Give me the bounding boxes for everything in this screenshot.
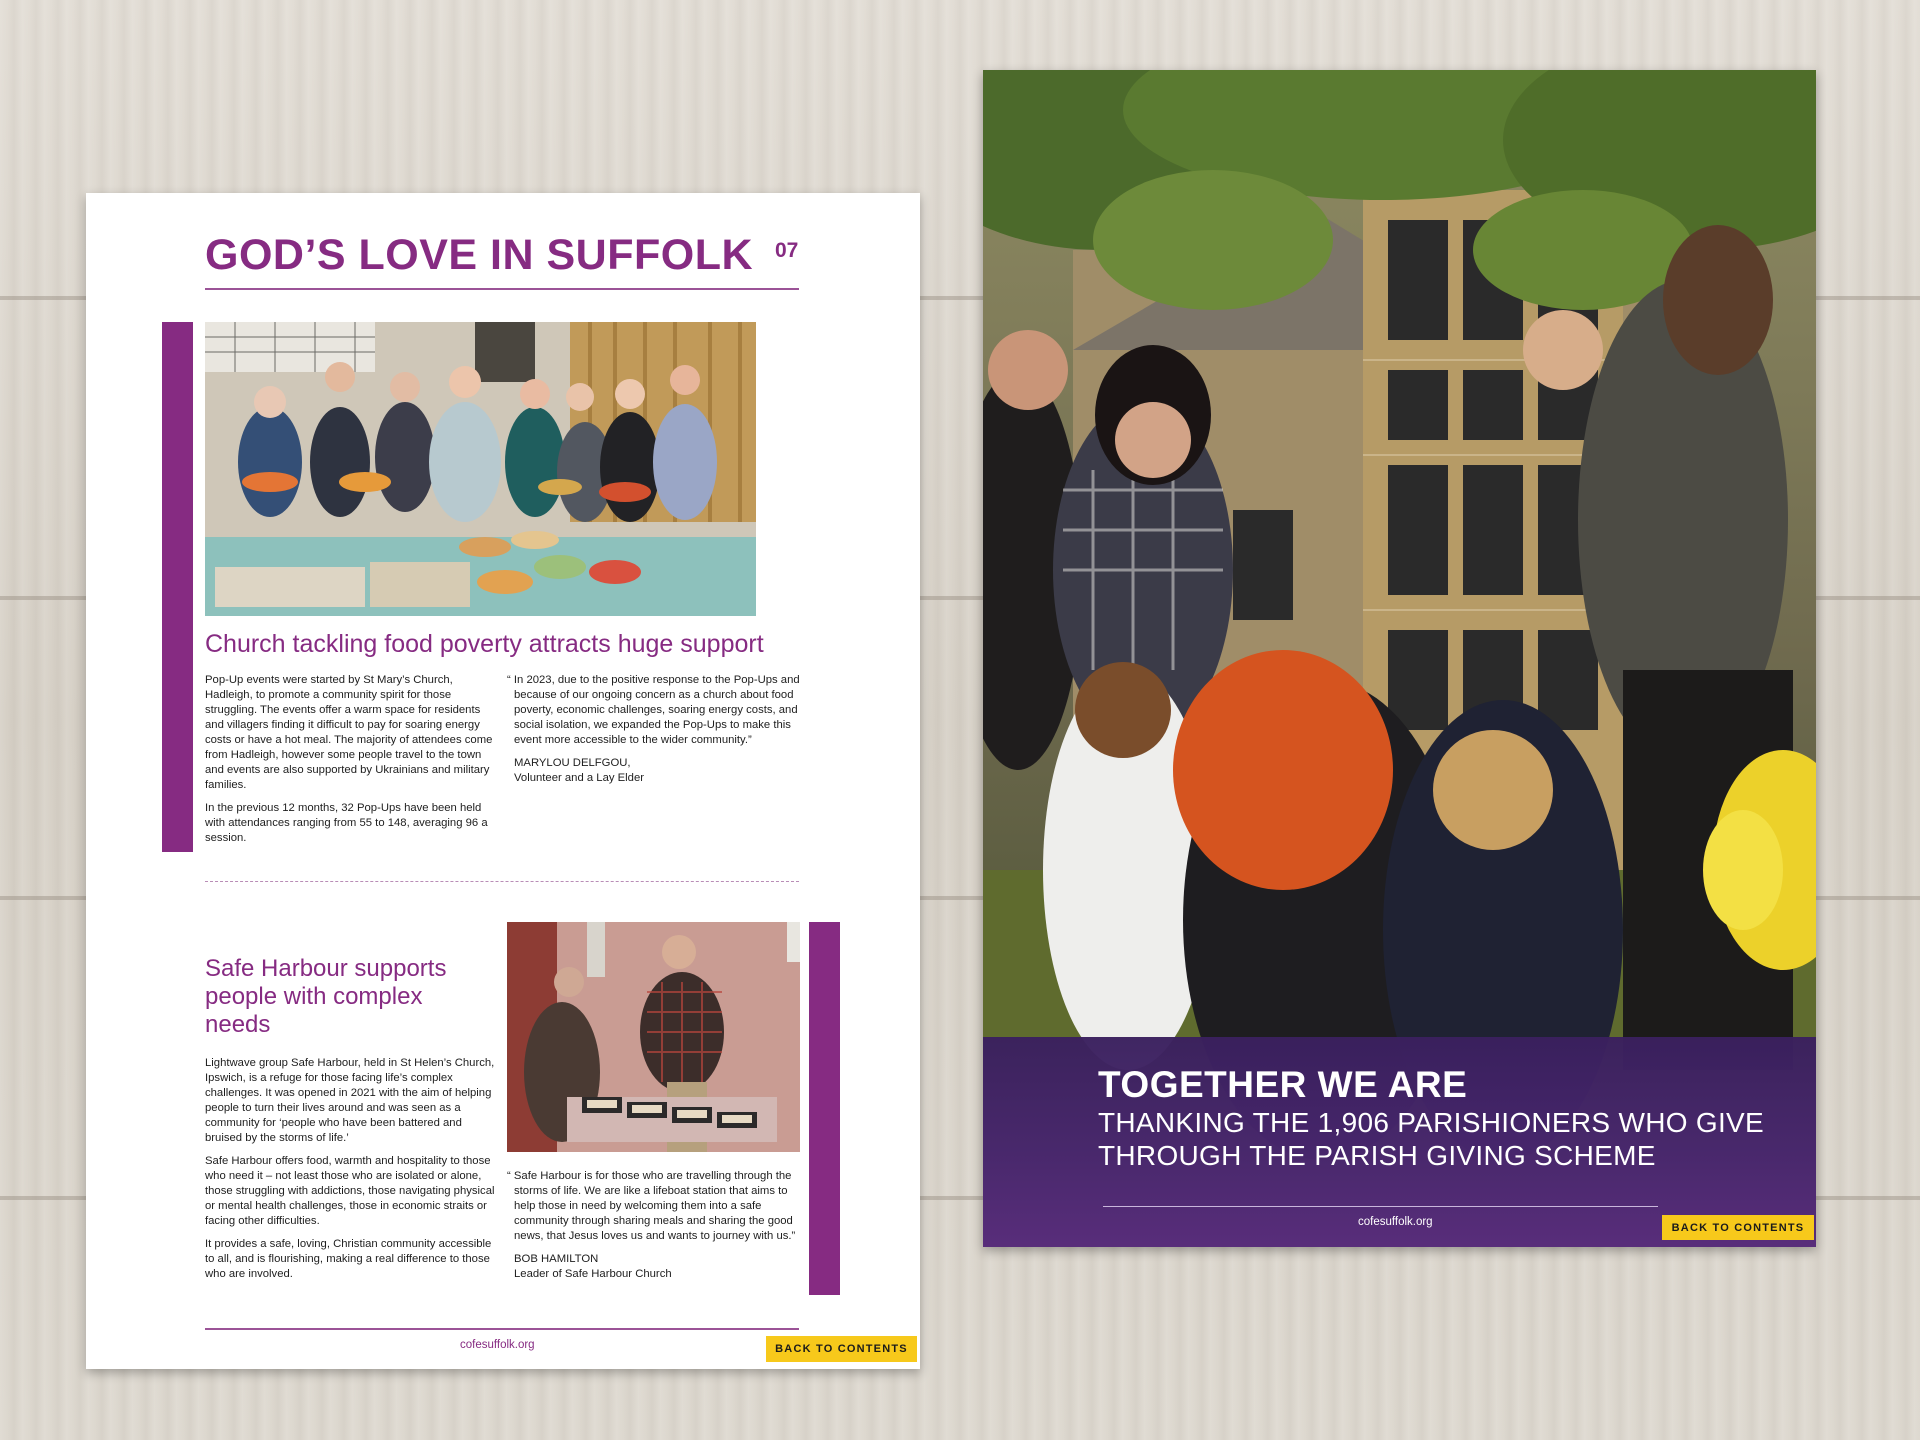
pull-quote-safe-harbour bbox=[507, 1169, 800, 1282]
magazine-page-left bbox=[86, 193, 920, 1369]
paragraph: It provides a safe, loving, Christian community accessible to all, and is flourishing, making a real difference to those who are involved. bbox=[205, 1238, 492, 1280]
article-body-food-poverty bbox=[205, 673, 497, 854]
page-number: 07 bbox=[775, 239, 799, 262]
quote-text: “ In 2023, due to the positive response to the Pop-Ups and because of our ongoing concern as a church about food poverty, economic challenges, soaring energy costs, and social isolation, we expanded the Pop-Ups to make this event more accessible to the wider community.” bbox=[507, 674, 800, 746]
title-divider bbox=[205, 288, 799, 290]
accent-bar bbox=[809, 922, 840, 1295]
quote-text: “ Safe Harbour is for those who are travelling through the storms of life. We are like a lifeboat station that aims to help those in need by welcoming them into a safe community through sharing meals and sharing the good news, that Jesus loves us and wants to journey with us.” bbox=[507, 1170, 796, 1242]
food-volunteers-photo bbox=[205, 322, 756, 616]
quote-author-role: Leader of Safe Harbour Church bbox=[514, 1268, 672, 1280]
back-to-contents-button[interactable]: BACK TO CONTENTS bbox=[766, 1336, 917, 1362]
accent-bar bbox=[162, 322, 193, 852]
cover-title: TOGETHER WE ARE bbox=[1098, 1064, 1468, 1105]
paragraph: Pop-Up events were started by St Mary’s Church, Hadleigh, to promote a community spirit for those struggling. The events offer a warm space for residents and villagers finding it difficult to pay for soaring energy costs or have a hot meal. The majority of attendees come from Hadleigh, however some people travel to the town and events are also supported by Ukrainians and military families. bbox=[205, 674, 493, 791]
quote-author-role: Volunteer and a Lay Elder bbox=[514, 772, 645, 784]
quote-author: MARYLOU DELFGOU, bbox=[514, 757, 631, 769]
footer-website-link[interactable]: cofesuffolk.org bbox=[1358, 1216, 1433, 1228]
footer-divider bbox=[1103, 1206, 1658, 1207]
pull-quote-food-poverty bbox=[507, 673, 800, 786]
back-to-contents-button[interactable]: BACK TO CONTENTS bbox=[1662, 1215, 1814, 1240]
cover-subtitle: THANKING THE 1,906 PARISHIONERS WHO GIVE THROUGH THE PARISH GIVING SCHEME bbox=[1098, 1107, 1764, 1171]
paragraph: In the previous 12 months, 32 Pop-Ups have been held with attendances ranging from 55 to 148, averaging 96 a session. bbox=[205, 802, 488, 844]
quote-author: BOB HAMILTON bbox=[514, 1253, 599, 1265]
footer-divider bbox=[205, 1328, 799, 1330]
article-headline-food-poverty: Church tackling food poverty attracts huge support bbox=[205, 630, 764, 658]
magazine-page-right bbox=[983, 70, 1816, 1247]
article-headline-safe-harbour: Safe Harbour supports people with complex needs bbox=[205, 955, 447, 1038]
paragraph: Lightwave group Safe Harbour, held in St Helen’s Church, Ipswich, is a refuge for those facing life’s complex challenges. It was opened in 2021 with the aim of helping people to turn their lives around and was seen as a community for ‘people who have been battered and bruised by the storms of life.’ bbox=[205, 1057, 495, 1144]
safe-harbour-photo bbox=[507, 922, 800, 1152]
page-title: GOD’S LOVE IN SUFFOLK bbox=[205, 231, 754, 279]
paragraph: Safe Harbour offers food, warmth and hospitality to those who need it – not least those who are isolated or alone, those struggling with addictions, those navigating physical or mental health challenges, those in economic straits or facing other difficulties. bbox=[205, 1155, 495, 1227]
footer-website-link[interactable]: cofesuffolk.org bbox=[460, 1339, 535, 1351]
section-divider bbox=[205, 881, 799, 882]
article-body-safe-harbour bbox=[205, 1056, 497, 1290]
